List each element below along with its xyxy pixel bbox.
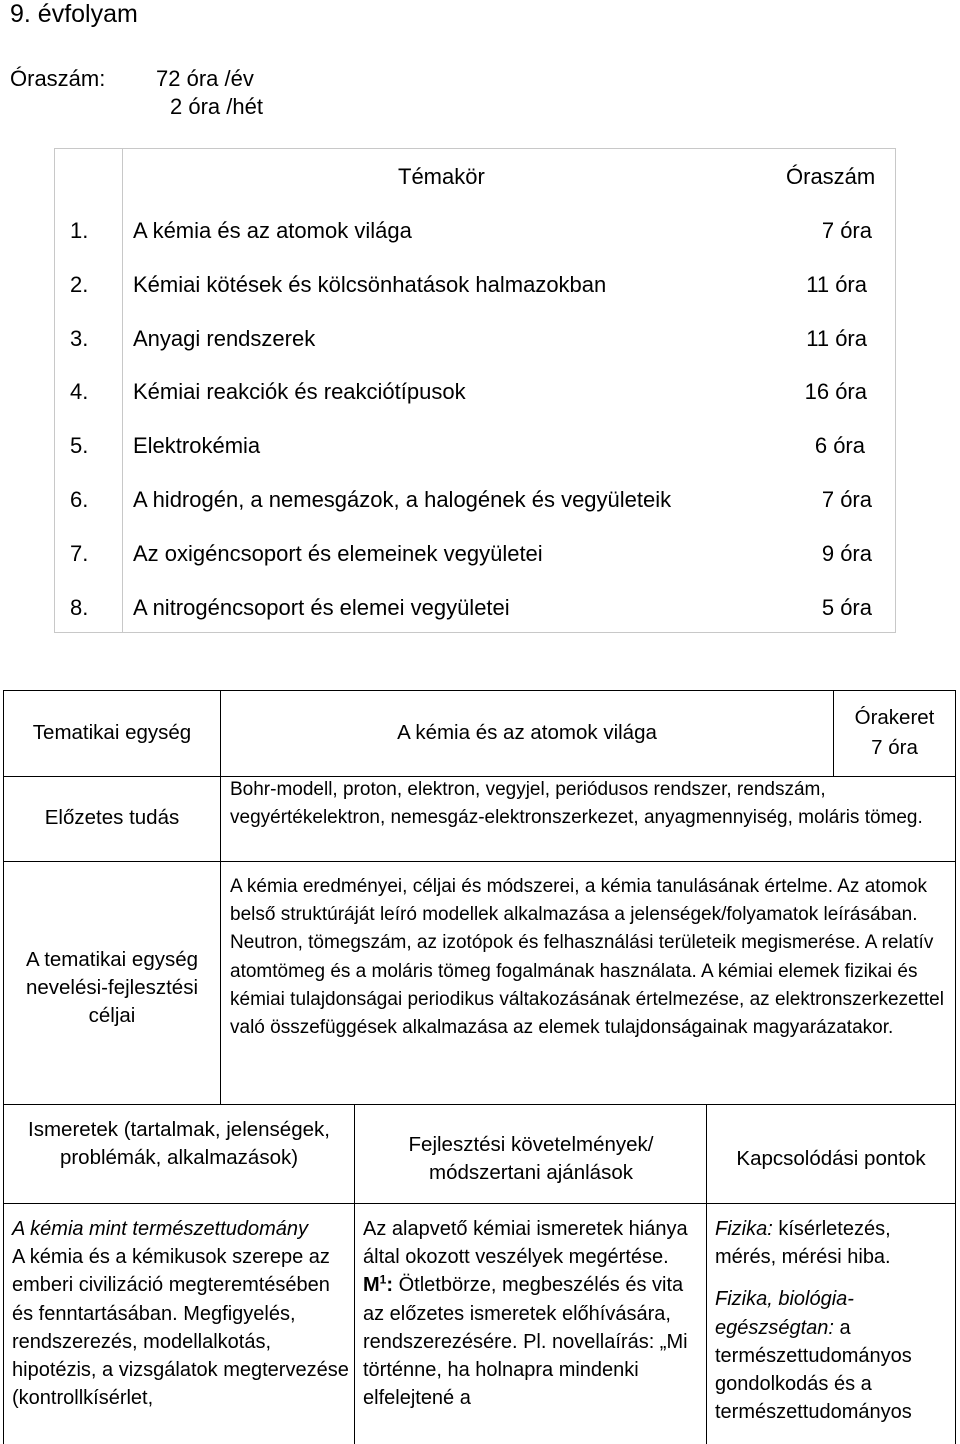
topic-title: A nitrogéncsoport és elemei vegyületei <box>133 595 510 620</box>
unit-label: Tematikai egység <box>32 721 192 744</box>
table-line <box>3 1104 956 1105</box>
table-line <box>955 690 956 1444</box>
table-line <box>833 690 834 776</box>
hours-header: Óraszám <box>786 164 876 189</box>
goals-text: A kémia eredményei, céljai és módszerei, a kémia tanulásának értelme. Az atomok belső struktúráját leíró modellek alkalmazása a jelenségek/folyamatok leírásában. Neutron, tömegszám, az izotópok és felhasználási területeik megismerése. A relatív atomtömeg és a moláris tömeg fogalmának használata. A kémiai elemek fizikai és kémiai tulajdonságai periodikus váltakozásának értelmezése, az elektronszerkezettel való összefüggések alkalmazása az elemek tulajdonságainak magyarázatakor. <box>230 876 944 1039</box>
connections-column-content <box>715 1215 947 1426</box>
goals-label-line: nevelési-fejlesztési <box>25 976 199 999</box>
table-line <box>3 1203 956 1204</box>
topic-num: 3. <box>70 326 89 351</box>
topic-hours: 5 óra <box>821 595 872 620</box>
goals-label <box>4 946 220 1030</box>
requirements-text-2-body: Ötletbörze, megbeszélés és vita az előzetes ismeretek előhívására, rendszerezésére. Pl. novellaírás: „Mi történne, ha holnapra mindenki elfelejtené a <box>363 1274 688 1410</box>
table-line <box>3 690 956 691</box>
connections-text-2 <box>715 1285 947 1426</box>
method-marker: M <box>363 1274 380 1297</box>
requirements-column-header: Fejlesztési követelmények/ módszertani ajánlások <box>408 1133 654 1184</box>
page-title: 9. évfolyam <box>10 0 138 28</box>
connection-detail: kísérletezés, mérés, mérési hiba. <box>715 1218 891 1269</box>
goals-label-line: A tematikai egység <box>25 948 199 971</box>
topic-hours: 11 óra <box>806 326 867 351</box>
goals-label-line: céljai <box>88 1004 136 1027</box>
table-line <box>354 1104 355 1444</box>
topic-title: A kémia és az atomok világa <box>133 218 412 243</box>
hours-label: Óraszám: <box>10 66 106 91</box>
table-line <box>3 861 956 862</box>
knowledge-title: A kémia mint természettudomány <box>12 1218 309 1240</box>
method-marker-colon: : <box>386 1274 394 1297</box>
topic-num: 4. <box>70 379 89 404</box>
topic-hours: 6 óra <box>814 433 865 458</box>
connection-subject: Fizika, biológia-egészségtan: <box>715 1288 854 1339</box>
connection-detail: a természettudományos gondolkodás és a természettudományos <box>715 1316 912 1424</box>
topic-hours: 9 óra <box>821 541 872 566</box>
prior-knowledge-label: Előzetes tudás <box>44 806 180 829</box>
topic-num: 8. <box>70 595 89 620</box>
knowledge-column-content <box>12 1215 350 1412</box>
knowledge-text: A kémia és a kémikusok szerepe az emberi civilizáció megteremtésében és fenntartásában. Megfigyelés, rendszerezés, modellalkotás, hipotézis, a vizsgálatok megtervezése (kontrollkísérlet, <box>12 1246 349 1410</box>
topic-hours: 16 óra <box>804 379 867 404</box>
topic-title: A hidrogén, a nemesgázok, a halogének és vegyületeik <box>133 487 672 512</box>
method-marker-sup: 1 <box>379 1272 387 1287</box>
topic-header: Témakör <box>398 164 485 189</box>
topic-title: Anyagi rendszerek <box>133 326 316 351</box>
frame-value: 7 óra <box>871 736 918 759</box>
connections-text-1 <box>715 1215 947 1271</box>
knowledge-column-header: Ismeretek (tartalmak, jelenségek, problémák, alkalmazások) <box>28 1118 330 1169</box>
topic-hours: 7 óra <box>821 218 872 243</box>
hours-per-week: 2 óra /hét <box>170 94 263 119</box>
requirements-text-2 <box>363 1271 699 1412</box>
topic-title: Kémiai reakciók és reakciótípusok <box>133 379 466 404</box>
topic-title: Elektrokémia <box>133 433 261 458</box>
topic-num: 7. <box>70 541 89 566</box>
hours-per-year: 72 óra /év <box>156 66 254 91</box>
requirements-column-content <box>363 1215 699 1412</box>
topic-title: Az oxigéncsoport és elemeinek vegyületei <box>133 541 543 566</box>
topic-num: 5. <box>70 433 89 458</box>
topic-title: Kémiai kötések és kölcsönhatások halmazokban <box>133 272 607 297</box>
table-line <box>220 690 221 1104</box>
connections-column-header: Kapcsolódási pontok <box>736 1147 926 1170</box>
frame-label: Órakeret <box>854 706 935 729</box>
topic-hours: 7 óra <box>821 487 872 512</box>
topic-num: 2. <box>70 272 89 297</box>
unit-name: A kémia és az atomok világa <box>397 721 657 744</box>
connection-subject: Fizika: <box>715 1218 773 1240</box>
prior-knowledge-text: Bohr-modell, proton, elektron, vegyjel, periódusos rendszer, rendszám, vegyértékelektron, nemesgáz-elektronszerkezet, anyagmennyiség, moláris tömeg. <box>230 779 923 829</box>
topic-hours: 11 óra <box>806 272 867 297</box>
topic-num: 6. <box>70 487 89 512</box>
requirements-text-1: Az alapvető kémiai ismeretek hiánya által okozott veszélyek megértése. <box>363 1218 688 1269</box>
topic-num: 1. <box>70 218 89 243</box>
